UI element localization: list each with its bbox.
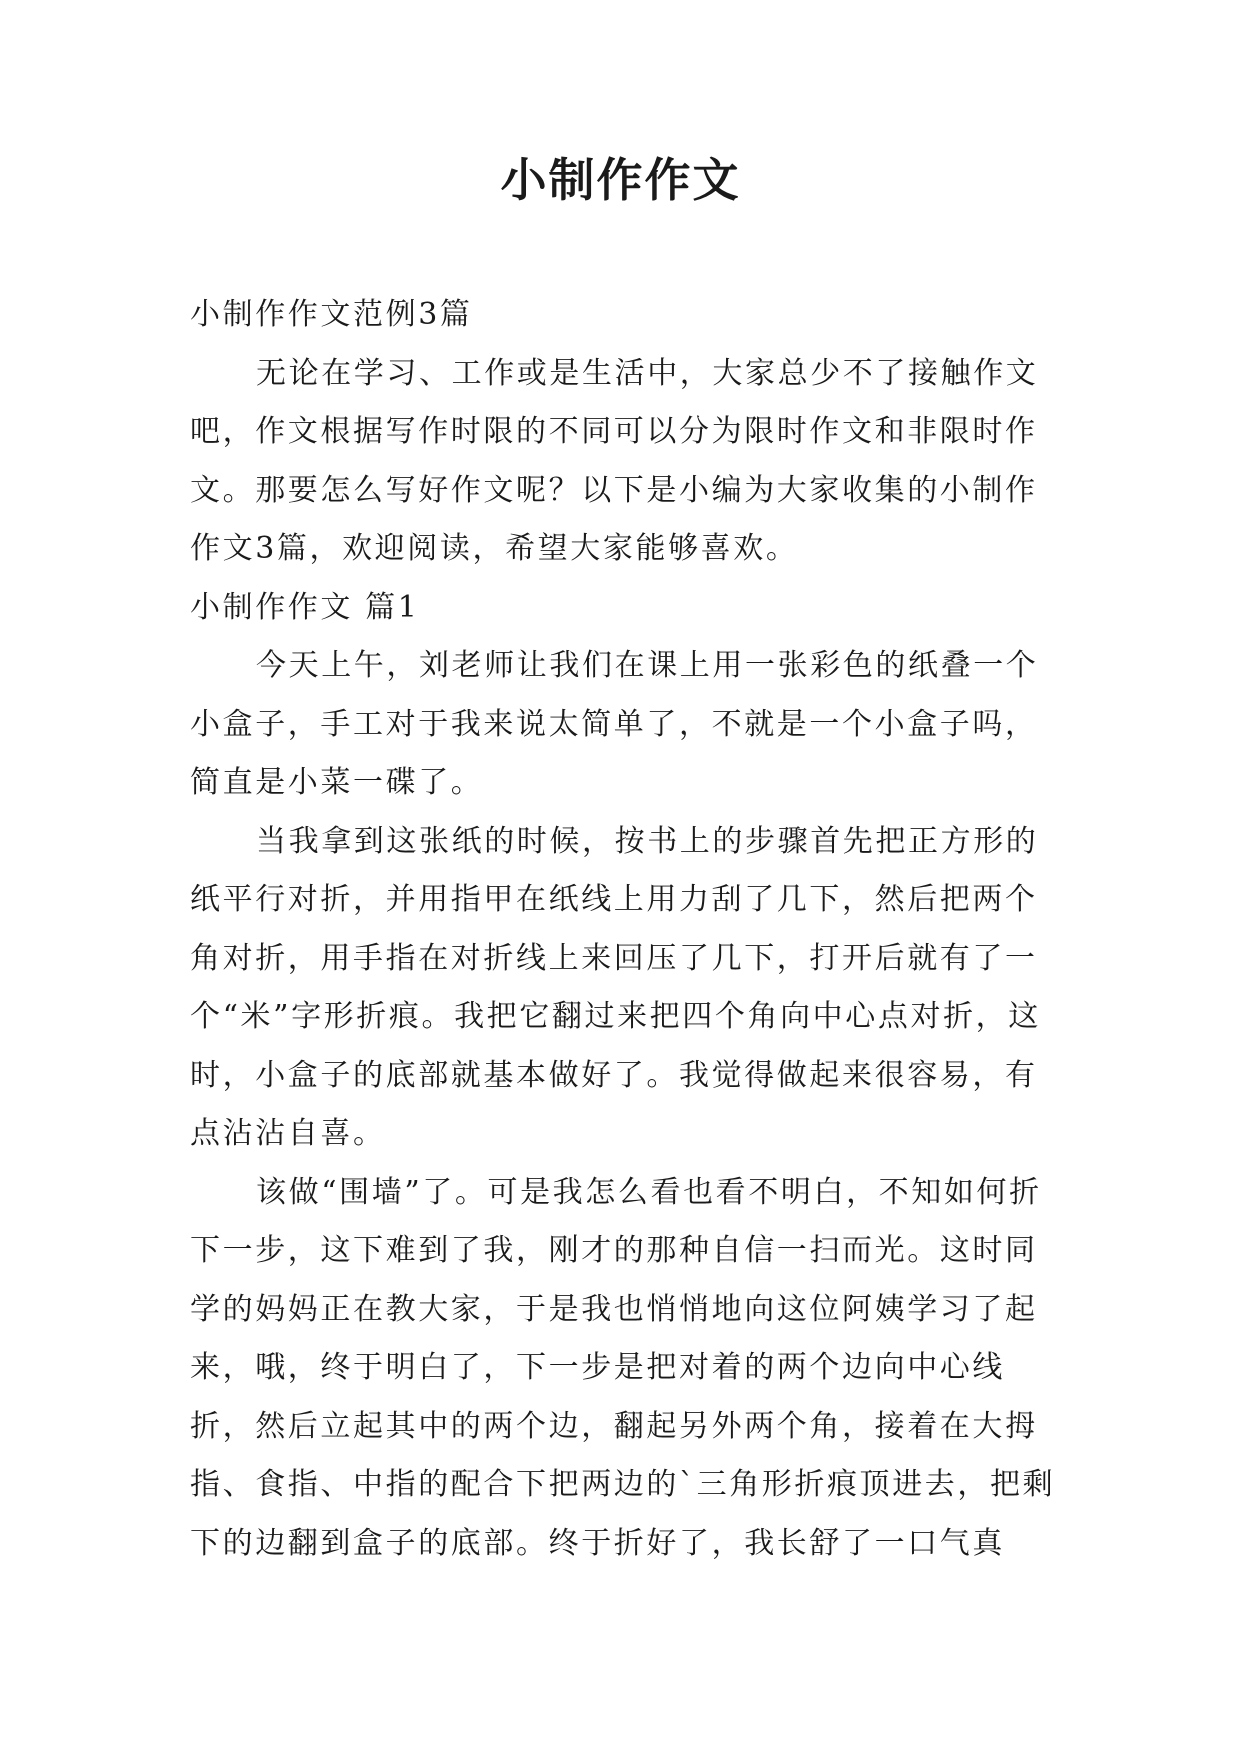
document-title: 小制作作文 bbox=[500, 153, 741, 207]
body-paragraph: 今天上午，刘老师让我们在课上用一张彩色的纸叠一个小盒子，手工对于我来说太简单了，不就是一个小盒子吗，简直是小菜一碟了。 bbox=[190, 648, 1039, 800]
subtitle-heading: 小制作作文范例3篇 bbox=[190, 297, 473, 332]
body-paragraph: 当我拿到这张纸的时候，按书上的步骤首先把正方形的纸平行对折，并用指甲在纸线上用力刮了几下，然后把两个角对折，用手指在对折线上来回压了几下，打开后就有了一个“米”字形折痕。我把它翻过来把四个角向中心点对折，这时，小盒子的底部就基本做好了。我觉得做起来很容易，有点沾沾自喜。 bbox=[190, 823, 1041, 1151]
section-heading-1: 小制作作文 篇1 bbox=[190, 589, 420, 625]
intro-paragraph: 无论在学习、工作或是生活中，大家总少不了接触作文吧，作文根据写作时限的不同可以分为限时作文和非限时作文。那要怎么写好作文呢？以下是小编为大家收集的小制作作文3篇，欢迎阅读，希望大家能够喜欢。 bbox=[190, 355, 1039, 566]
document-body bbox=[190, 286, 1060, 1573]
body-paragraph: 该做“围墙”了。可是我怎么看也看不明白，不知如何折下一步，这下难到了我，刚才的那种自信一扫而光。这时同学的妈妈正在教大家，于是我也悄悄地向这位阿姨学习了起来，哦，终于明白了，下一步是把对着的两个边向中心线折，然后立起其中的两个边，翻起另外两个角，接着在大拇指、食指、中指的配合下把两边的`三角形折痕顶进去，把剩下的边翻到盒子的底部。终于折好了，我长舒了一口气真 bbox=[190, 1174, 1056, 1561]
